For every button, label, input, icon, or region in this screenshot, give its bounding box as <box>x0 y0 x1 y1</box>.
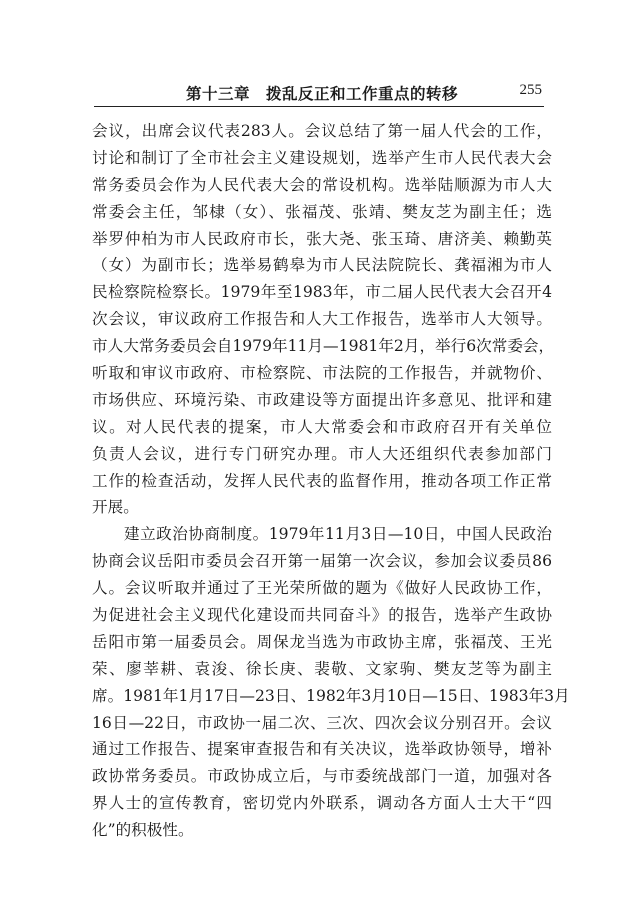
text-line: 席。1981年1月17日—23日、1982年3月10日—15日、1983年3月 <box>92 686 570 705</box>
text-line: 工作的检查活动，发挥人民代表的监督作用，推动各项工作正常 <box>92 471 552 490</box>
paragraph-1 <box>92 118 555 521</box>
text-line: 建立政治协商制度。1979年11月3日—10日，中国人民政治 <box>124 525 552 544</box>
text-line: 听取和审议市政府、市检察院、市法院的工作报告，并就物价、 <box>92 364 552 383</box>
text-line: 负责人会议，进行专门研究办理。市人大还组织代表参加部门 <box>92 444 552 463</box>
text-line: 化”的积极性。 <box>92 821 194 840</box>
text-line: 常务委员会作为人民代表大会的常设机构。选举陆顺源为市人大 <box>92 175 552 194</box>
text-line: 市人大常务委员会自1979年11月—1981年2月，举行6次常委会， <box>92 337 555 356</box>
text-line: 次会议，审议政府工作报告和人大工作报告，选举市人大领导。 <box>92 310 552 329</box>
chapter-title: 拨乱反正和工作重点的转移 <box>266 85 459 103</box>
text-line: 岳阳市第一届委员会。周保龙当选为市政协主席，张福茂、王光 <box>92 632 552 651</box>
text-line: 议。对人民代表的提案，市人大常委会和市政府召开有关单位 <box>92 417 552 436</box>
text-line: 协商会议岳阳市委员会召开第一届第一次会议，参加会议委员86 <box>92 552 552 571</box>
text-line: 讨论和制订了全市社会主义建设规划，选举产生市人民代表大会 <box>92 148 552 167</box>
text-line: 举罗仲柏为市人民政府市长，张大尧、张玉琦、唐济美、赖勤英 <box>92 229 552 248</box>
text-line: 界人士的宣传教育，密切党内外联系，调动各方面人士大干“四 <box>92 794 552 813</box>
chapter-number: 第十三章 <box>186 85 251 103</box>
text-line: 会议，出席会议代表283人。会议总结了第一届人代会的工作， <box>92 122 552 140</box>
chapter-heading <box>186 82 458 104</box>
text-line: 开展。 <box>92 498 139 517</box>
text-line: 通过工作报告、提案审查报告和有关决议，选举政协领导，增补 <box>92 740 552 759</box>
page-number: 255 <box>519 82 542 98</box>
paragraph-2 <box>92 521 570 844</box>
body-text <box>92 118 570 844</box>
text-line: 常委会主任，邹棣（女）、张福茂、张靖、樊友芝为副主任；选 <box>92 202 552 221</box>
text-line: 民检察院检察长。1979年至1983年，市二届人民代表大会召开4 <box>92 283 552 302</box>
text-line: 16日—22日，市政协一届二次、三次、四次会议分别召开。会议 <box>92 713 552 732</box>
text-line: 政协常务委员。市政协成立后，与市委统战部门一道，加强对各 <box>92 767 552 786</box>
running-header <box>94 82 544 107</box>
text-line: 市场供应、环境污染、市政建设等方面提出许多意见、批评和建 <box>92 390 552 409</box>
text-line: （女）为副市长；选举易鹤皋为市人民法院院长、龚福湘为市人 <box>92 256 552 275</box>
text-line: 为促进社会主义现代化建设而共同奋斗》的报告，选举产生政协 <box>92 606 552 625</box>
text-line: 人。会议听取并通过了王光荣所做的题为《做好人民政协工作， <box>92 579 552 598</box>
text-line: 荣、廖莘耕、袁浚、徐长庚、裴敬、文家驹、樊友芝等为副主 <box>92 659 552 678</box>
